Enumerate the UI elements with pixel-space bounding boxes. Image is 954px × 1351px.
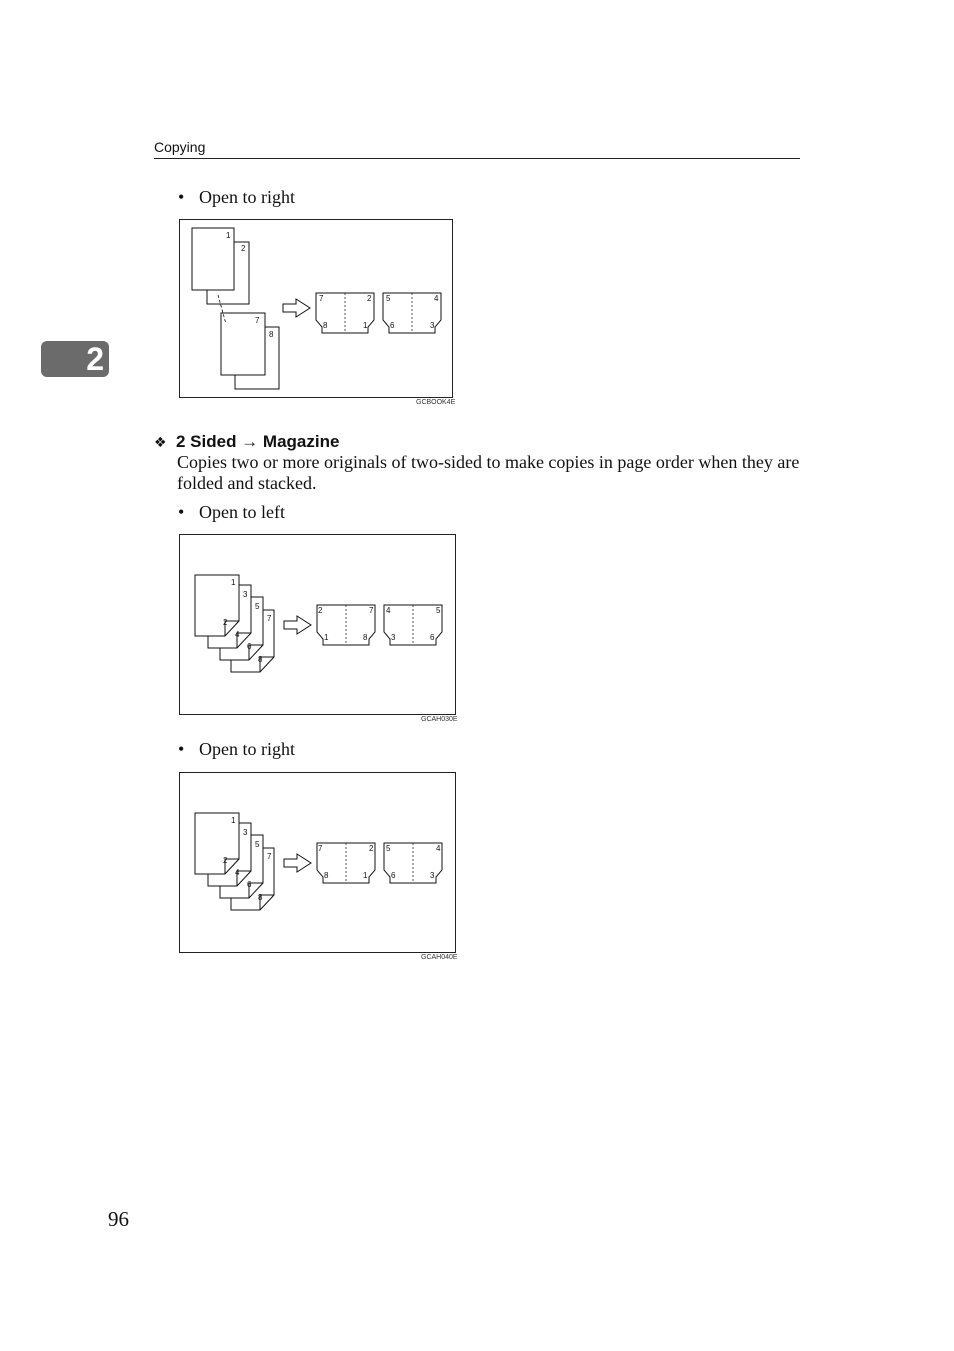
booklet-a <box>317 843 375 883</box>
page-label: 7 <box>369 606 374 615</box>
figure-code: GCAH030E <box>421 716 458 723</box>
booklet-b <box>383 293 441 333</box>
figure-code: GCBOOK4E <box>416 399 456 406</box>
page-label: 7 <box>319 294 324 303</box>
page-label: 7 <box>255 316 260 325</box>
page-label: 5 <box>255 840 260 849</box>
bullet-open-to-right-2 <box>178 738 295 760</box>
page-label: 4 <box>235 630 240 639</box>
page-label: 6 <box>391 871 396 880</box>
page-label: 6 <box>390 321 395 330</box>
booklet-a <box>317 605 375 645</box>
chapter-number: 2 <box>86 341 104 377</box>
page-label: 3 <box>391 633 396 642</box>
page-number: 96 <box>108 1207 129 1231</box>
page-label: 6 <box>430 633 435 642</box>
page-label: 2 <box>369 844 374 853</box>
page-label: 2 <box>241 244 246 253</box>
page-label: 3 <box>243 828 248 837</box>
page-label: 7 <box>318 844 323 853</box>
arrow-icon <box>283 299 310 317</box>
section-heading <box>154 431 339 454</box>
figure-magazine-open-left-drawing <box>180 535 455 714</box>
bullet-open-to-left <box>178 501 285 523</box>
page-label: 8 <box>324 871 329 880</box>
figure-code: GCAH040E <box>421 954 458 961</box>
page-label: 4 <box>436 844 441 853</box>
page-label: 5 <box>436 606 441 615</box>
arrow-icon <box>284 854 311 872</box>
page-label: 8 <box>363 633 368 642</box>
booklet-b <box>384 843 442 883</box>
page-label: 1 <box>231 816 236 825</box>
arrow-icon <box>284 616 311 634</box>
header-rule <box>154 158 800 159</box>
page-label: 5 <box>386 844 391 853</box>
page-label: 2 <box>223 856 228 865</box>
page-label: 4 <box>235 868 240 877</box>
figure-book-open-right <box>179 219 453 398</box>
page-label: 3 <box>430 871 435 880</box>
figure-magazine-open-left <box>179 534 456 715</box>
running-header: Copying <box>154 139 206 155</box>
figure-magazine-open-right <box>179 772 456 953</box>
bullet-text: Open to right <box>199 739 295 759</box>
chapter-tab <box>41 341 109 377</box>
page-label: 8 <box>323 321 328 330</box>
page-label: 5 <box>386 294 391 303</box>
page-label: 6 <box>247 642 252 651</box>
page-label: 2 <box>367 294 372 303</box>
page-label: 4 <box>386 606 391 615</box>
page-label: 8 <box>258 893 263 902</box>
bullet-dot: • <box>178 739 185 759</box>
page-label: 1 <box>363 321 368 330</box>
page-label: 4 <box>434 294 439 303</box>
bullet-dot: • <box>178 502 185 522</box>
page-label: 1 <box>226 231 231 240</box>
section-title: 2 Sided → Magazine <box>176 432 340 451</box>
page-label: 3 <box>243 590 248 599</box>
booklet-b <box>384 605 442 645</box>
bullet-open-to-right-1 <box>178 186 295 208</box>
bullet-text: Open to left <box>199 502 285 522</box>
bullet-dot: • <box>178 187 185 207</box>
page-label: 1 <box>363 871 368 880</box>
section-bullet-icon: ❖ <box>154 435 167 451</box>
page-label: 8 <box>269 330 274 339</box>
page-label: 7 <box>267 852 272 861</box>
page-label: 2 <box>318 606 323 615</box>
page-label: 1 <box>231 578 236 587</box>
section-description: Copies two or more originals of two-sided to make copies in page order when they are folded and stacked. <box>177 452 800 493</box>
page-label: 2 <box>223 618 228 627</box>
page-label: 3 <box>430 321 435 330</box>
booklet-a <box>316 293 374 333</box>
page-label: 5 <box>255 602 260 611</box>
page-label: 8 <box>258 655 263 664</box>
bullet-text: Open to right <box>199 187 295 207</box>
page-label: 7 <box>267 614 272 623</box>
page-label: 1 <box>324 633 329 642</box>
page-label: 6 <box>247 880 252 889</box>
figure-book-open-right-drawing <box>180 220 452 397</box>
figure-magazine-open-right-drawing <box>180 773 455 952</box>
